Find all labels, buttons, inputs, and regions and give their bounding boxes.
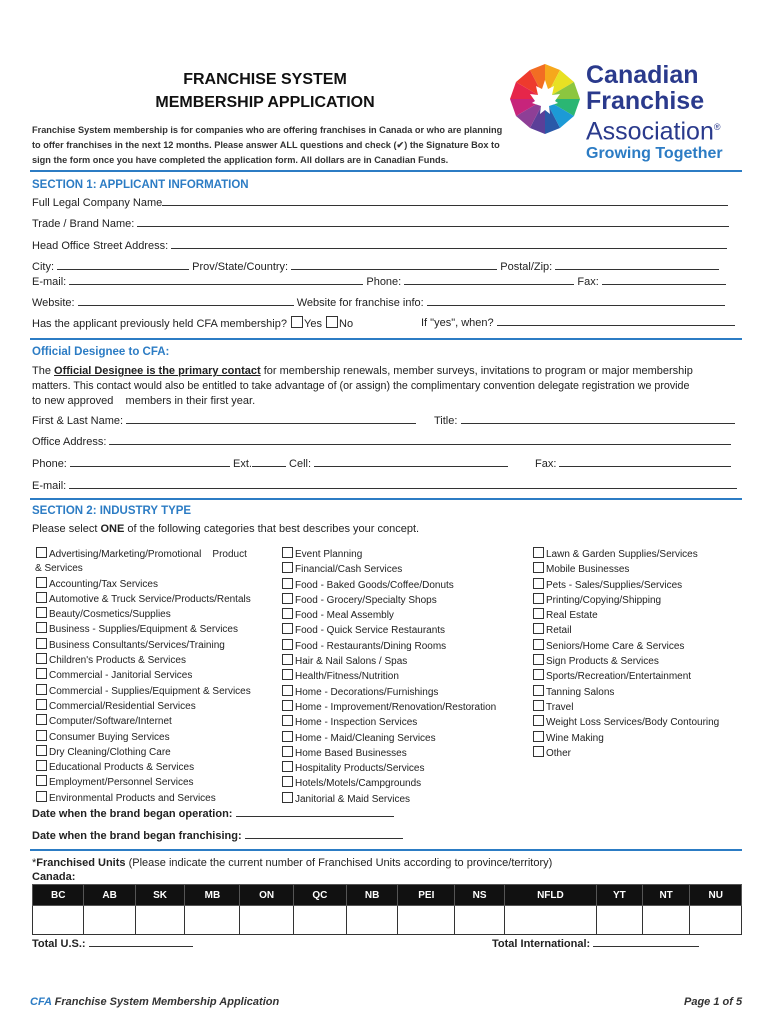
checkbox[interactable] [282,562,293,573]
designee-phone-field[interactable] [70,457,230,467]
intro-text: Franchise System membership is for companies who are offering franchises in Canada or who are planning to offer franchises in the next 12 months. Please answer ALL questions and check (✔) the Signature Box to sign the form once you have completed the application form. All dollars are in Canadian Funds. [32,125,503,165]
province-header: NT [642,885,690,906]
province-units-field[interactable] [504,906,596,935]
checkbox[interactable] [36,791,47,802]
category-item[interactable]: Event Planning [281,547,521,562]
checkbox[interactable] [533,639,544,650]
category-item[interactable]: Health/Fitness/Nutrition [281,669,521,684]
category-item[interactable]: Commercial - Supplies/Equipment & Services [35,684,275,699]
category-item[interactable]: Home - Inspection Services [281,715,521,730]
checkbox[interactable] [533,669,544,680]
checkbox[interactable] [533,746,544,757]
checkbox[interactable] [36,607,47,618]
checkbox[interactable] [282,623,293,634]
province-header: QC [293,885,346,906]
company-name-field[interactable] [162,196,728,206]
category-item[interactable]: Food - Meal Assembly [281,608,521,623]
prov-field[interactable] [291,260,497,270]
category-item: & Services [35,563,83,575]
ext-field[interactable] [252,457,286,467]
checkbox[interactable] [36,577,47,588]
category-item[interactable]: Hotels/Motels/Campgrounds [281,776,521,791]
province-header: AB [84,885,135,906]
postal-field[interactable] [555,260,719,270]
province-header: NB [346,885,397,906]
province-units-field[interactable] [642,906,690,935]
category-column-2 [281,547,521,807]
checkbox[interactable] [282,792,293,803]
category-item[interactable]: Food - Quick Service Restaurants [281,623,521,638]
province-header: NS [455,885,505,906]
checkbox[interactable] [36,684,47,695]
category-item[interactable]: Home - Maid/Cleaning Services [281,731,521,746]
province-units-field[interactable] [135,906,185,935]
category-item[interactable]: Commercial - Janitorial Services [35,668,275,683]
checkbox[interactable] [533,623,544,634]
tagline: Growing Together [586,145,723,162]
website-field[interactable] [78,296,294,306]
category-item[interactable]: Food - Restaurants/Dining Rooms [281,639,521,654]
checkbox[interactable] [36,592,47,603]
divider [30,498,742,500]
checkbox[interactable] [533,593,544,604]
date-franchising-field[interactable] [245,829,403,839]
designee-fax-row: Fax: [535,457,731,470]
category-item[interactable]: Business Consultants/Services/Training [35,638,275,653]
category-item[interactable]: Accounting/Tax Services [35,577,275,592]
category-item[interactable]: Advertising/Marketing/Promotional Product [35,547,275,562]
category-item[interactable]: Food - Baked Goods/Coffee/Donuts [281,578,521,593]
checkbox[interactable] [36,745,47,756]
office-address-row: Office Address: [32,435,731,448]
province-header: PEI [398,885,455,906]
section2-heading: SECTION 2: INDUSTRY TYPE [32,505,192,517]
checkbox[interactable] [533,700,544,711]
category-item[interactable]: Employment/Personnel Services [35,775,275,790]
date-operation-row: Date when the brand began operation: [32,807,394,820]
province-units-field[interactable] [33,906,84,935]
category-item[interactable]: Other [532,746,747,761]
province-header: YT [596,885,642,906]
date-operation-field[interactable] [236,807,394,817]
no-checkbox[interactable] [326,316,338,328]
checkbox[interactable] [36,622,47,633]
units-heading: *Franchised Units (Please indicate the current number of Franchised Units according to province/territory) [32,857,553,869]
checkbox[interactable] [282,700,293,711]
province-units-field[interactable] [596,906,642,935]
checkbox[interactable] [36,668,47,679]
section1-heading: SECTION 1: APPLICANT INFORMATION [32,179,249,191]
province-units-field[interactable] [398,906,455,935]
checkbox[interactable] [533,608,544,619]
checkbox[interactable] [282,731,293,742]
checkbox[interactable] [533,562,544,573]
checkbox[interactable] [533,654,544,665]
category-item[interactable]: Financial/Cash Services [281,562,521,577]
category-item[interactable]: Beauty/Cosmetics/Supplies [35,607,275,622]
checkbox[interactable] [533,715,544,726]
designee-phone-row: Phone: Ext. Cell: [32,457,508,470]
checkbox[interactable] [36,760,47,771]
cfa-logo-text: Canadian Franchise Association® [586,61,721,146]
website-row: Website: Website for franchise info: [32,296,725,309]
category-item[interactable]: Food - Grocery/Specialty Shops [281,593,521,608]
category-item[interactable]: Commercial/Residential Services [35,699,275,714]
category-item[interactable]: Sports/Recreation/Entertainment [532,669,747,684]
trade-name-row: Trade / Brand Name: [32,217,729,230]
checkbox[interactable] [533,547,544,558]
checkbox[interactable] [282,608,293,619]
checkbox[interactable] [282,593,293,604]
checkbox[interactable] [282,654,293,665]
province-units-field[interactable] [346,906,397,935]
province-units-table [32,884,742,935]
category-item[interactable]: Weight Loss Services/Body Contouring [532,715,747,730]
category-item[interactable]: Hair & Nail Salons / Spas [281,654,521,669]
if-yes-row: If "yes", when? [421,316,735,329]
category-item[interactable]: Hospitality Products/Services [281,761,521,776]
checkbox[interactable] [36,547,47,558]
checkbox[interactable] [36,699,47,710]
date-franchising-row: Date when the brand began franchising: [32,829,403,842]
page-number: Page 1 of 5 [684,996,743,1008]
category-item[interactable]: Educational Products & Services [35,760,275,775]
province-input-row [33,906,742,935]
footer-doc-name: CFA Franchise System Membership Application [30,996,280,1008]
category-item[interactable]: Consumer Buying Services [35,730,275,745]
cfa-logo-icon [508,62,582,136]
category-item[interactable]: Sign Products & Services [532,654,747,669]
checkbox[interactable] [533,685,544,696]
category-item[interactable]: Retail [532,623,747,638]
category-item[interactable]: Business - Supplies/Equipment & Services [35,622,275,637]
prev-member-row: Has the applicant previously held CFA membership? Yes No [32,318,354,330]
category-item[interactable]: Environmental Products and Services [35,791,275,806]
province-header-row [33,885,742,906]
checkbox[interactable] [282,776,293,787]
email-field[interactable] [69,275,363,285]
company-name-row: Full Legal Company Name [32,196,728,209]
category-item[interactable]: Pets - Sales/Supplies/Services [532,578,747,593]
email-row: E-mail: Phone: Fax: [32,275,726,288]
head-office-field[interactable] [171,239,727,249]
checkbox[interactable] [282,761,293,772]
total-us-field[interactable] [89,937,193,947]
designee-title-row: Title: [434,414,735,427]
checkbox[interactable] [533,578,544,589]
franchise-website-field[interactable] [427,296,725,306]
province-units-field[interactable] [455,906,505,935]
total-us-row: Total U.S.: [32,937,193,950]
checkbox[interactable] [36,775,47,786]
designee-paragraph: The Official Designee is the primary contact for membership renewals, member surveys, invitations to program or major membership matters. This contact would also be entitled to take advantage of (or assign) the complimentary convention delegate registration we provide to new approved members in their first year. [32,365,693,407]
checkbox[interactable] [282,685,293,696]
province-header: NU [690,885,742,906]
checkbox[interactable] [36,638,47,649]
province-header: NFLD [504,885,596,906]
category-item[interactable]: Computer/Software/Internet [35,714,275,729]
designee-email-field[interactable] [69,479,737,489]
checkbox[interactable] [282,669,293,680]
category-column-3 [532,547,747,761]
province-units-field[interactable] [293,906,346,935]
divider [30,338,742,340]
cell-field[interactable] [314,457,508,467]
category-item[interactable]: Seniors/Home Care & Services [532,639,747,654]
province-header: MB [185,885,240,906]
checkbox[interactable] [533,731,544,742]
category-item[interactable]: Wine Making [532,731,747,746]
checkbox[interactable] [36,653,47,664]
checkbox[interactable] [282,547,293,558]
checkbox[interactable] [36,714,47,725]
checkbox[interactable] [282,639,293,650]
category-item[interactable]: Home - Decorations/Furnishings [281,685,521,700]
canada-label: Canada: [32,871,76,883]
province-header: BC [33,885,84,906]
province-units-field[interactable] [185,906,240,935]
checkbox[interactable] [282,715,293,726]
category-item[interactable]: Automotive & Truck Service/Products/Rentals [35,592,275,607]
category-item[interactable]: Home Based Businesses [281,746,521,761]
total-intl-row: Total International: [492,937,699,950]
office-address-field[interactable] [109,435,731,445]
category-item[interactable]: Home - Improvement/Renovation/Restoration [281,700,521,715]
designee-email-row: E-mail: [32,479,737,492]
designee-title-field[interactable] [461,414,735,424]
trade-name-field[interactable] [137,217,729,227]
province-units-field[interactable] [240,906,293,935]
city-row: City: Prov/State/Country: Postal/Zip: [32,260,719,273]
divider [30,849,742,851]
category-item[interactable]: Tanning Salons [532,685,747,700]
province-units-field[interactable] [84,906,135,935]
category-item[interactable]: Dry Cleaning/Clothing Care [35,745,275,760]
yes-checkbox[interactable] [291,316,303,328]
checkbox[interactable] [36,730,47,741]
designee-name-field[interactable] [126,414,416,424]
category-item[interactable]: Children's Products & Services [35,653,275,668]
fax-field[interactable] [602,275,726,285]
category-item[interactable]: Printing/Copying/Shipping [532,593,747,608]
checkbox[interactable] [282,578,293,589]
category-item[interactable]: Lawn & Garden Supplies/Services [532,547,747,562]
category-item[interactable]: Travel [532,700,747,715]
category-item[interactable]: Janitorial & Maid Services [281,792,521,807]
designee-fax-field[interactable] [559,457,731,467]
form-title: FRANCHISE SYSTEM MEMBERSHIP APPLICATION [155,71,375,111]
total-intl-field[interactable] [593,937,699,947]
designee-name-row: First & Last Name: [32,414,416,427]
divider [30,170,742,172]
category-column-1 [35,547,275,806]
province-header: ON [240,885,293,906]
section2-instructions: Please select ONE of the following categories that best describes your concept. [32,523,420,535]
head-office-row: Head Office Street Address: [32,239,727,252]
category-item[interactable]: Mobile Businesses [532,562,747,577]
province-units-field[interactable] [690,906,742,935]
if-yes-field[interactable] [497,316,735,326]
city-field[interactable] [57,260,189,270]
province-header: SK [135,885,185,906]
phone-field[interactable] [404,275,574,285]
checkbox[interactable] [282,746,293,757]
category-item[interactable]: Real Estate [532,608,747,623]
designee-heading: Official Designee to CFA: [32,346,170,358]
